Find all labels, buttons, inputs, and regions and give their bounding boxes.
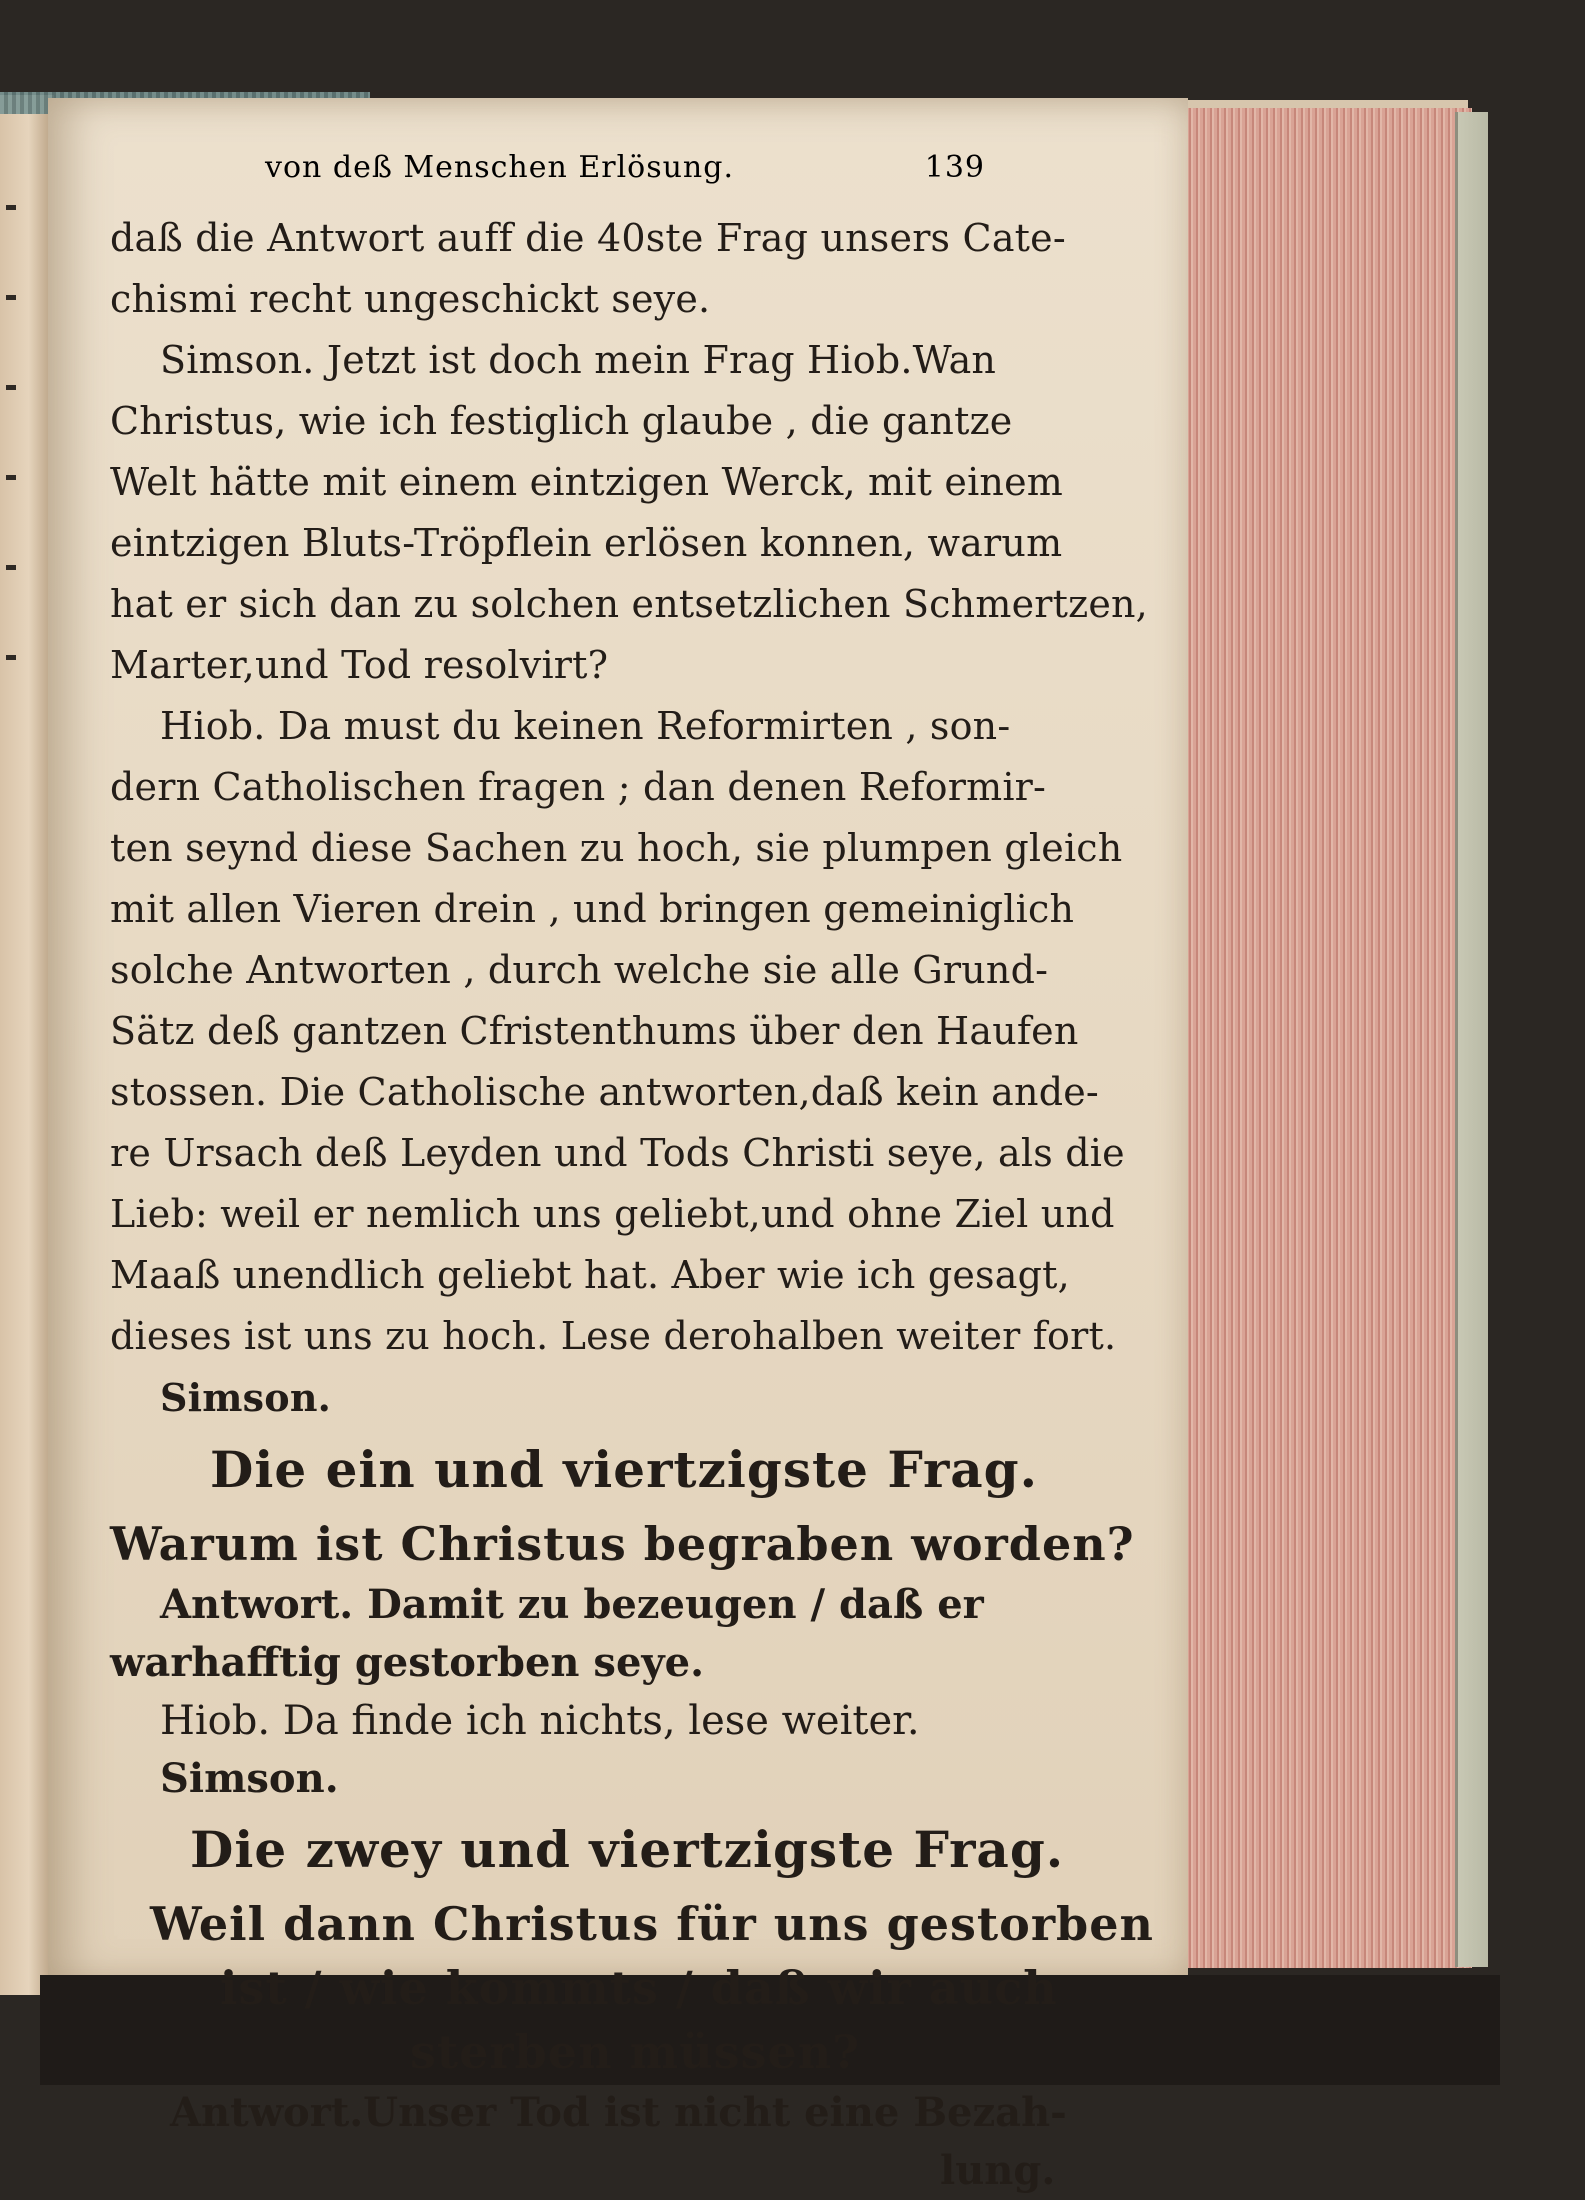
running-header: [265, 150, 985, 198]
text-line: Welt hätte mit einem eintzigen Werck, mit einem: [110, 460, 1064, 504]
facing-page-edge: [0, 95, 54, 1995]
simson-line: Simson.: [160, 1755, 339, 1802]
text-line: ten seynd diese Sachen zu hoch, sie plumpen gleich: [110, 826, 1123, 870]
text-line: dern Catholischen fragen ; dan denen Reformir-: [110, 765, 1047, 809]
question-41: Warum ist Christus begraben worden?: [110, 1517, 1135, 1571]
answer-42-line: Antwort.Unser Tod ist nicht eine Bezah-: [170, 2089, 1067, 2136]
text-line: eintzigen Bluts-Tröpflein erlösen konnen, warum: [110, 521, 1063, 565]
text-line: solche Antworten , durch welche sie alle Grund-: [110, 948, 1049, 992]
running-title: von deß Menschen Erlösung.: [265, 150, 734, 185]
text-line: dieses ist uns zu hoch. Lese derohalben weiter fort.: [110, 1314, 1117, 1358]
text-line: re Ursach deß Leyden und Tods Christi seye, als die: [110, 1131, 1125, 1175]
page-number: 139: [924, 150, 985, 185]
text-line: Hiob. Da must du keinen Reformirten , son-: [160, 704, 1011, 748]
question-42-line: ist / wie kommts / daß wir auch: [220, 1961, 1058, 2015]
text-line: mit allen Vieren drein , und bringen gemeiniglich: [110, 887, 1075, 931]
hiob-reply: Hiob. Da finde ich nichts, lese weiter.: [160, 1698, 920, 1744]
facing-page-text-fragment: [6, 475, 16, 480]
text-line: Simson. Jetzt ist doch mein Frag Hiob.Wan: [160, 338, 997, 382]
text-line: daß die Antwort auff die 40ste Frag unsers Cate-: [110, 216, 1066, 260]
section-heading-42: Die zwey und viertzigste Frag.: [190, 1820, 1065, 1879]
answer-41-line: warhafftig gestorben seye.: [110, 1639, 705, 1686]
answer-41-line: Antwort. Damit zu bezeugen / daß er: [160, 1581, 984, 1628]
text-line: stossen. Die Catholische antworten,daß kein ande-: [110, 1070, 1099, 1114]
facing-page-text-fragment: [6, 565, 16, 570]
fore-edge: [1168, 108, 1472, 1968]
facing-page-text-fragment: [6, 655, 16, 660]
back-cover-board: [1455, 112, 1488, 1967]
text-line: Christus, wie ich festiglich glaube , die gantze: [110, 399, 1013, 443]
text-line: Marter,und Tod resolvirt?: [110, 643, 609, 687]
text-line: Sätz deß gantzen Cfristenthums über den Haufen: [110, 1009, 1079, 1053]
text-line: Lieb: weil er nemlich uns geliebt,und ohne Ziel und: [110, 1192, 1115, 1236]
text-line: hat er sich dan zu solchen entsetzlichen Schmertzen,: [110, 582, 1148, 626]
facing-page-text-fragment: [6, 205, 16, 210]
facing-page-text-fragment: [6, 385, 16, 390]
section-heading-41: Die ein und viertzigste Frag.: [210, 1440, 1039, 1499]
text-line: chismi recht ungeschickt seye.: [110, 277, 711, 321]
facing-page-text-fragment: [6, 295, 16, 300]
text-line: Simson.: [160, 1375, 332, 1420]
question-42-line: Weil dann Christus für uns gestorben: [150, 1897, 1154, 1951]
question-42-line: sterben müssen?: [410, 2025, 861, 2079]
text-body: [110, 208, 1154, 2200]
text-line: Maaß unendlich geliebt hat. Aber wie ich gesagt,: [110, 1253, 1070, 1297]
answer-42-line: lung.: [940, 2147, 1056, 2194]
